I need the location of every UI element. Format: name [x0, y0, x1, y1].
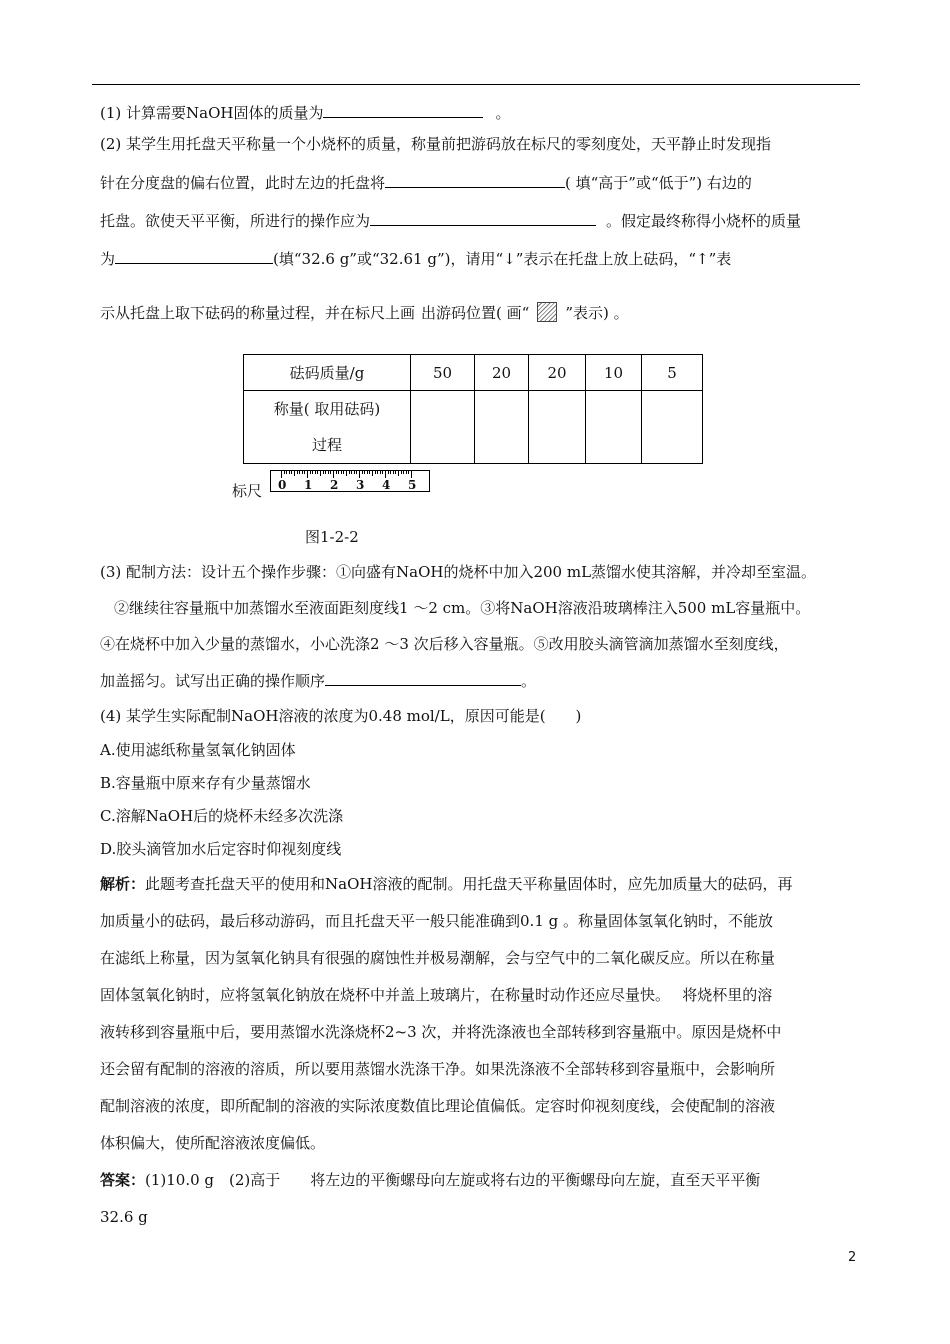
- ruler-tick: [315, 471, 316, 474]
- question-2-line-4: 为 (填“32.6 g”或“32.61 g”)，请用“↓”表示在托盘上放上砝码，“↑”表: [100, 250, 732, 268]
- ruler-tick: [388, 471, 389, 474]
- ruler-tick: [393, 471, 394, 474]
- answer-label: 答案：: [100, 1171, 146, 1189]
- analysis-line-5: 液转移到容量瓶中后，要用蒸馏水洗涤烧杯2~3 次，并将洗涤液也全部转移到容量瓶中。原因是烧杯中: [100, 1023, 782, 1041]
- ruler-tick: [362, 471, 363, 474]
- option-b[interactable]: B.容量瓶中原来存有少量蒸馏水: [100, 774, 311, 792]
- ruler-tick: [291, 471, 292, 474]
- table-process-row: [244, 391, 703, 464]
- table-header-label: 砝码质量/g: [244, 355, 411, 391]
- answer-line-1: 答案：(1)10.0 g (2)高于 将左边的平衡螺母向左旋或将右边的平衡螺母向左旋，直至天平平衡: [100, 1171, 761, 1189]
- analysis-line-6: 还会留有配制的溶液的溶质，所以要用蒸馏水洗涤干净。如果洗涤液不全部转移到容量瓶中，会影响所: [100, 1060, 776, 1078]
- answer-blank-3[interactable]: [325, 670, 521, 686]
- analysis-label: 解析：: [100, 875, 146, 893]
- hatched-square-icon: [537, 302, 557, 322]
- ruler-tick: [310, 471, 311, 474]
- option-d[interactable]: D.胶头滴管加水后定容时仰视刻度线: [100, 840, 342, 858]
- ruler-tick: [312, 471, 313, 474]
- ruler-tick: [372, 471, 373, 476]
- question-2-line-5: 示从托盘上取下砝码的称量过程，并在标尺上画 出游码位置( 画“ ”表示) 。: [100, 304, 629, 322]
- ruler-tick: [395, 471, 396, 474]
- ruler-tick: [328, 471, 329, 474]
- ruler-tick: [380, 471, 381, 474]
- figure-caption: 图1-2-2: [305, 528, 359, 546]
- header-rule: [92, 84, 860, 85]
- ruler-tick: [351, 471, 352, 474]
- table-header-row: [244, 355, 703, 391]
- analysis-line-1: 解析：此题考查托盘天平的使用和NaOH溶液的配制。用托盘天平称量固体时，应先加质量大的砝码，再: [100, 875, 793, 893]
- page-number: 2: [848, 1250, 857, 1265]
- weight-cell: 10: [586, 355, 642, 391]
- ruler-tick: [341, 471, 342, 474]
- ruler-tick: [336, 471, 337, 474]
- ruler-tick: [401, 471, 402, 474]
- ruler-number: 1: [304, 478, 313, 492]
- ruler-tick: [338, 471, 339, 474]
- option-a[interactable]: A.使用滤纸称量氢氧化钠固体: [100, 741, 296, 759]
- answer-line-2: 32.6 g: [100, 1208, 148, 1226]
- ruler-tick: [317, 471, 318, 474]
- ruler-tick: [375, 471, 376, 474]
- analysis-line-3: 在滤纸上称量，因为氢氧化钠具有很强的腐蚀性并极易潮解，会与空气中的二氧化碳反应。所以在称量: [100, 949, 776, 967]
- question-2-line-3: 托盘。欲使天平平衡，所进行的操作应为 。假定最终称得小烧杯的质量: [100, 212, 802, 230]
- answer-blank-2c[interactable]: [115, 248, 273, 264]
- ruler-label: 标尺: [232, 482, 263, 500]
- analysis-line-4: 固体氢氧化钠时，应将氢氧化钠放在烧杯中并盖上玻璃片，在称量时动作还应尽量快。 将烧杯里的溶: [100, 986, 773, 1004]
- analysis-line-7: 配制溶液的浓度，即所配制的溶液的实际浓度数值比理论值偏低。定容时仰视刻度线，会使配制的溶液: [100, 1097, 776, 1115]
- question-3-line-2: ②继续往容量瓶中加蒸馏水至液面距刻度线1 ～2 cm。③将NaOH溶液沿玻璃棒注入500 mL容量瓶中。: [114, 599, 811, 617]
- ruler-tick: [346, 471, 347, 476]
- ruler-tick: [325, 471, 326, 474]
- ruler-tick: [385, 471, 386, 478]
- weights-table: [243, 354, 703, 464]
- table-row-label: 称量( 取用砝码) 过程: [244, 391, 411, 464]
- answer-blank-2b[interactable]: [370, 210, 596, 226]
- ruler-tick: [364, 471, 365, 474]
- ruler-tick: [382, 471, 383, 474]
- ruler-tick: [299, 471, 300, 474]
- question-2-line-2: 针在分度盘的偏右位置，此时左边的托盘将 ( 填“高于”或“低于”) 右边的: [100, 174, 752, 192]
- process-cell[interactable]: [475, 391, 529, 464]
- ruler-tick: [304, 471, 305, 474]
- question-4-stem: (4) 某学生实际配制NaOH溶液的浓度为0.48 mol/L，原因可能是( ): [100, 707, 582, 725]
- ruler-tick: [359, 471, 360, 478]
- ruler-tick: [408, 471, 409, 474]
- ruler-tick: [281, 471, 282, 478]
- ruler-number: 5: [408, 478, 417, 492]
- ruler-number: 2: [330, 478, 339, 492]
- answer-blank-2a[interactable]: [385, 172, 565, 188]
- ruler-tick: [320, 471, 321, 476]
- ruler-tick: [323, 471, 324, 474]
- weight-cell: 20: [475, 355, 529, 391]
- ruler-tick: [369, 471, 370, 474]
- ruler-tick: [286, 471, 287, 474]
- ruler-tick: [284, 471, 285, 474]
- process-cell[interactable]: [642, 391, 703, 464]
- ruler-tick: [333, 471, 334, 478]
- ruler-tick: [307, 471, 308, 478]
- ruler-tick: [294, 471, 295, 476]
- ruler-tick: [356, 471, 357, 474]
- process-cell[interactable]: [586, 391, 642, 464]
- weight-cell: 50: [411, 355, 475, 391]
- question-1: (1) 计算需要NaOH固体的质量为 。: [100, 104, 511, 122]
- ruler-number: 3: [356, 478, 365, 492]
- ruler-tick: [354, 471, 355, 474]
- ruler-number: 4: [382, 478, 391, 492]
- ruler-tick: [297, 471, 298, 474]
- ruler-number: 0: [278, 478, 287, 492]
- scale-ruler[interactable]: [270, 470, 430, 492]
- option-c[interactable]: C.溶解NaOH后的烧杯未经多次洗涤: [100, 807, 344, 825]
- ruler-tick: [390, 471, 391, 474]
- analysis-line-8: 体积偏大，使所配溶液浓度偏低。: [100, 1134, 326, 1152]
- process-cell[interactable]: [411, 391, 475, 464]
- question-2-line-1: (2) 某学生用托盘天平称量一个小烧杯的质量，称量前把游码放在标尺的零刻度处，天平静止时发现指: [100, 135, 772, 153]
- ruler-tick: [411, 471, 412, 478]
- ruler-tick: [343, 471, 344, 474]
- weight-cell: 5: [642, 355, 703, 391]
- answer-blank-1[interactable]: [323, 102, 483, 118]
- ruler-tick: [289, 471, 290, 474]
- ruler-tick: [330, 471, 331, 474]
- analysis-line-2: 加质量小的砝码，最后移动游码，而且托盘天平一般只能准确到0.1 g 。称量固体氢氧化钠时，不能放: [100, 912, 773, 930]
- ruler-tick: [367, 471, 368, 474]
- ruler-tick: [349, 471, 350, 474]
- ruler-tick: [403, 471, 404, 474]
- ruler-tick: [406, 471, 407, 474]
- ruler-tick: [377, 471, 378, 474]
- question-3-line-4: 加盖摇匀。试写出正确的操作顺序 。: [100, 672, 537, 690]
- weight-cell: 20: [529, 355, 586, 391]
- process-cell[interactable]: [529, 391, 586, 464]
- ruler-tick: [302, 471, 303, 474]
- ruler-tick: [398, 471, 399, 476]
- question-3-line-3: ④在烧杯中加入少量的蒸馏水，小心洗涤2 ～3 次后移入容量瓶。⑤改用胶头滴管滴加蒸馏水至刻度线，: [100, 635, 789, 653]
- question-3-line-1: (3) 配制方法：设计五个操作步骤：①向盛有NaOH的烧杯中加入200 mL蒸馏水使其溶解，并冷却至室温。: [100, 563, 817, 581]
